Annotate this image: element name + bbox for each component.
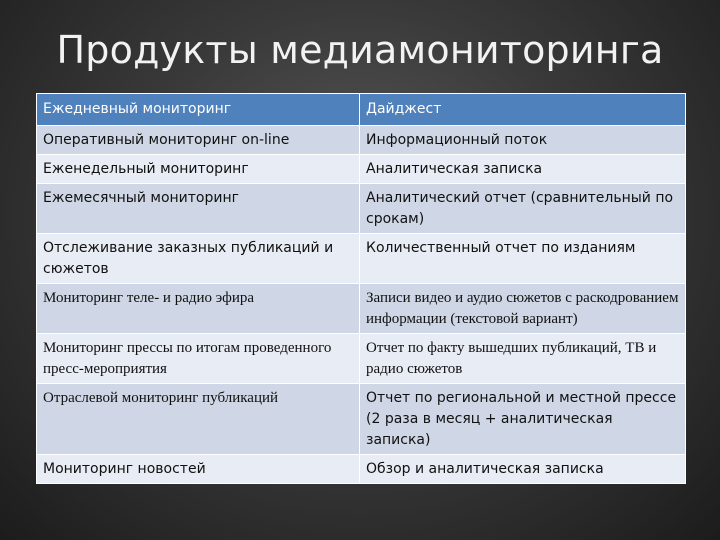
- table-cell-product: Информационный поток: [360, 126, 686, 155]
- table-cell-product: Отчет по факту вышедших публикаций, ТВ и радио сюжетов: [360, 334, 686, 384]
- table-row: [37, 384, 686, 455]
- table-cell-monitoring: Мониторинг теле- и радио эфира: [37, 284, 360, 334]
- table-cell-monitoring: Оперативный мониторинг on-line: [37, 126, 360, 155]
- products-table: [36, 93, 686, 484]
- table-cell-product: Аналитический отчет (сравнительный по срокам): [360, 184, 686, 234]
- table-row: [37, 234, 686, 284]
- table-row: [37, 126, 686, 155]
- slide-title: Продукты медиамониторинга: [56, 28, 664, 72]
- table-row: [37, 334, 686, 384]
- table-cell-monitoring: Ежемесячный мониторинг: [37, 184, 360, 234]
- table-row: [37, 155, 686, 184]
- table-cell-monitoring: Отслеживание заказных публикаций и сюжетов: [37, 234, 360, 284]
- table-cell-product: Аналитическая записка: [360, 155, 686, 184]
- table-row: [37, 184, 686, 234]
- table-cell-monitoring: Еженедельный мониторинг: [37, 155, 360, 184]
- table-cell-product: Обзор и аналитическая записка: [360, 455, 686, 484]
- table-cell-monitoring: Отраслевой мониторинг публикаций: [37, 384, 360, 455]
- table-cell-monitoring: Мониторинг новостей: [37, 455, 360, 484]
- table-cell-monitoring: Мониторинг прессы по итогам проведенного пресс-мероприятия: [37, 334, 360, 384]
- table-cell-product: Записи видео и аудио сюжетов с раскодрованием информации (текстовой вариант): [360, 284, 686, 334]
- table-cell-product: Количественный отчет по изданиям: [360, 234, 686, 284]
- table-row: [37, 284, 686, 334]
- table-row: [37, 455, 686, 484]
- header-daily-monitoring: Ежедневный мониторинг: [37, 94, 360, 126]
- table-header-row: [37, 94, 686, 126]
- header-digest: Дайджест: [360, 94, 686, 126]
- table-cell-product: Отчет по региональной и местной прессе (2 раза в месяц + аналитическая записка): [360, 384, 686, 455]
